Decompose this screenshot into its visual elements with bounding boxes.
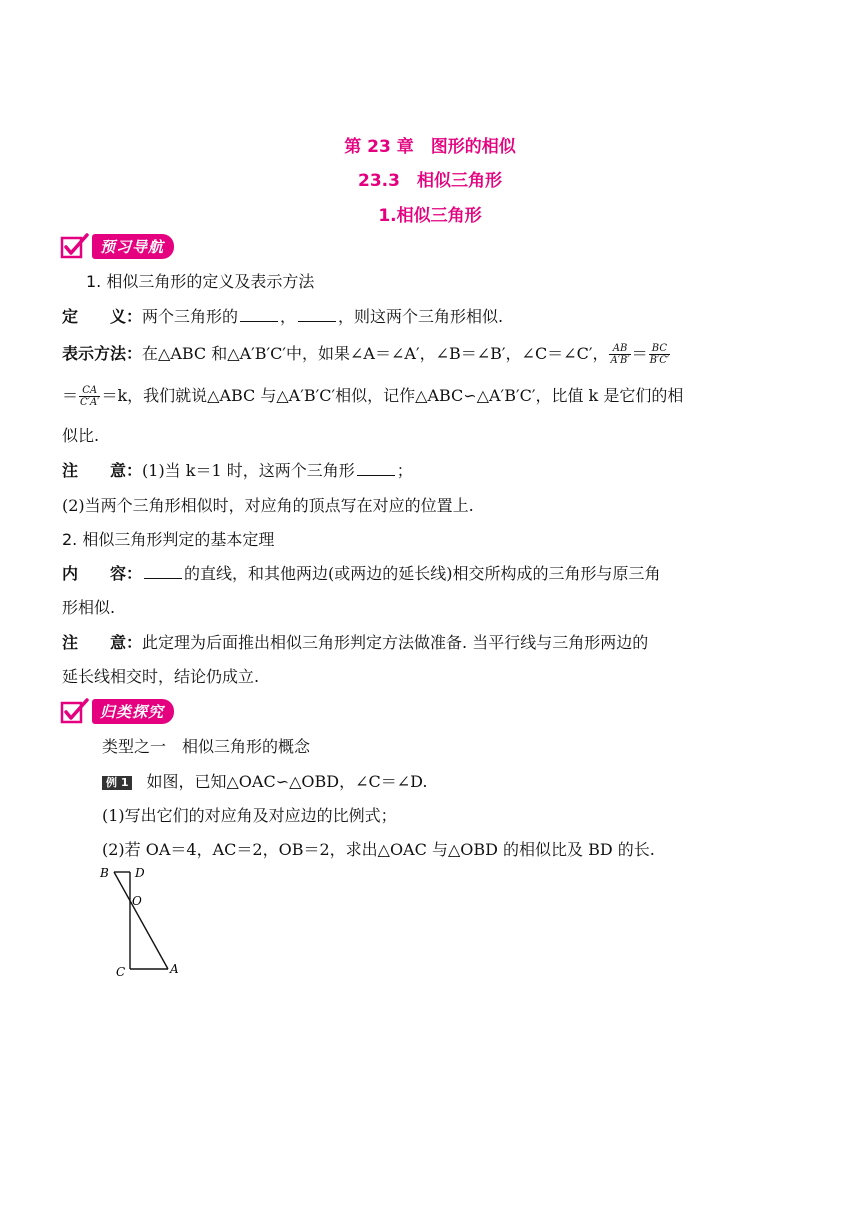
definition-text-a: 两个三角形的	[142, 307, 239, 326]
fraction-ab	[609, 343, 630, 366]
explore-heading	[60, 697, 174, 725]
note1-line	[62, 461, 802, 481]
subsection-title: 1.相似三角形	[378, 206, 482, 226]
fraction-numerator: BC	[649, 343, 671, 355]
content-text: 的直线，和其他两边(或两边的延长线)相交所构成的三角形与原三角	[184, 564, 661, 583]
section-title: 23.3 相似三角形	[358, 171, 502, 191]
note2-line-2: 延长线相交时，结论仍成立.	[62, 667, 260, 686]
fraction-bc	[649, 343, 671, 366]
item1-title: 1. 相似三角形的定义及表示方法	[86, 272, 315, 291]
fraction-denominator: C′A′	[80, 397, 100, 408]
question1: (1)写出它们的对应角及对应边的比例式；	[102, 806, 397, 825]
triangle-figure	[96, 862, 196, 982]
chapter-title: 第 23 章 图形的相似	[344, 137, 516, 157]
answer-blank[interactable]	[357, 461, 395, 476]
fraction-denominator: B′C′	[649, 355, 670, 366]
representation-line-2	[62, 385, 802, 408]
definition-comma: ，	[280, 307, 297, 326]
fraction-numerator: AB	[609, 343, 630, 355]
fraction-ca	[79, 385, 100, 408]
note1-label: 注 意：	[62, 461, 143, 480]
check-square-icon	[60, 697, 90, 725]
label-a: A	[170, 962, 179, 976]
representation-text: 在△ABC 和△A′B′C′中，如果∠A＝∠A′，∠B＝∠B′，∠C＝∠C′，	[142, 344, 609, 363]
note2-label: 注 意：	[62, 633, 143, 652]
answer-blank[interactable]	[298, 307, 336, 322]
fraction-denominator: A′B′	[610, 355, 630, 366]
explore-label: 归类探究	[92, 699, 174, 724]
preview-label: 预习导航	[92, 234, 174, 259]
fraction-numerator: CA	[79, 385, 100, 397]
example-text: 如图，已知△OAC∽△OBD，∠C＝∠D.	[146, 772, 428, 791]
note2-text: 此定理为后面推出相似三角形判定方法做准备. 当平行线与三角形两边的	[142, 633, 649, 652]
item2-title: 2. 相似三角形判定的基本定理	[62, 530, 275, 549]
definition-text-b: ，则这两个三角形相似.	[338, 307, 504, 326]
representation-label: 表示方法：	[62, 344, 143, 363]
label-d: D	[135, 866, 145, 880]
segment-ba	[114, 872, 168, 969]
content-label: 内 容：	[62, 564, 143, 583]
content-line-2: 形相似.	[62, 598, 116, 617]
preview-heading	[60, 232, 174, 260]
note1-line-2: (2)当两个三角形相似时，对应角的顶点写在对应的位置上.	[62, 496, 474, 515]
note2-line	[62, 633, 802, 653]
note1-text-a: (1)当 k＝1 时，这两个三角形	[142, 461, 355, 480]
question2: (2)若 OA＝4，AC＝2，OB＝2，求出△OAC 与△OBD 的相似比及 BD 的长.	[102, 840, 655, 859]
representation-line	[62, 343, 802, 366]
answer-blank[interactable]	[240, 307, 278, 322]
definition-line	[62, 307, 802, 327]
equals-sign: ＝	[62, 386, 79, 405]
example-badge: 例 1	[102, 776, 132, 790]
representation-line-3: 似比.	[62, 426, 100, 445]
definition-label: 定 义：	[62, 307, 143, 326]
check-square-icon	[60, 232, 90, 260]
content-line	[62, 564, 802, 584]
example1-line	[102, 772, 842, 792]
label-c: C	[116, 965, 126, 979]
answer-blank[interactable]	[144, 564, 182, 579]
representation-text-2: ＝k，我们就说△ABC 与△A′B′C′相似，记作△ABC∽△A′B′C′，比值 k 是它们的相	[101, 386, 684, 405]
note1-text-b: ；	[396, 461, 413, 480]
equals-sign: ＝	[631, 344, 648, 363]
label-o: O	[132, 894, 142, 908]
type1-title: 类型之一 相似三角形的概念	[102, 737, 311, 756]
label-b: B	[100, 866, 109, 880]
